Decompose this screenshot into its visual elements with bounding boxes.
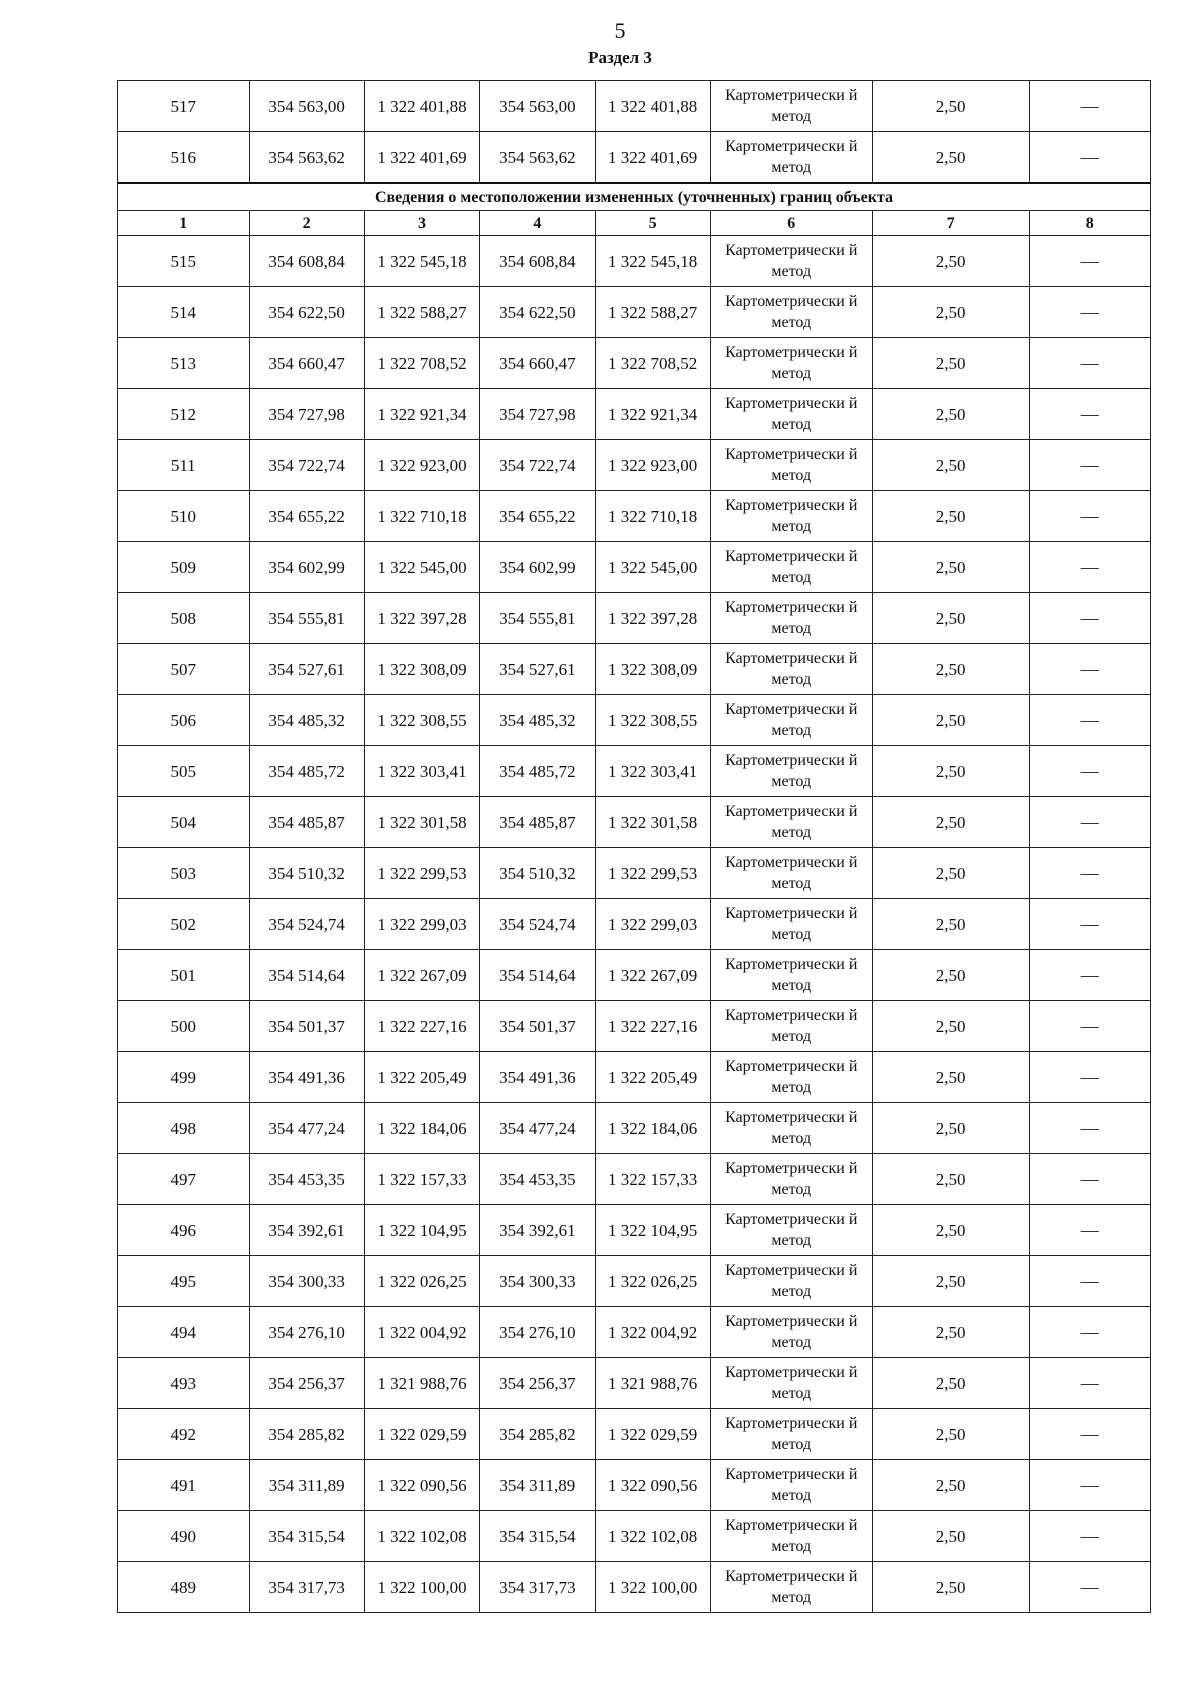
note-cell: — <box>1029 338 1150 389</box>
x-coordinate-refined-cell: 354 256,37 <box>480 1358 595 1409</box>
table-row <box>118 1511 1151 1562</box>
method-cell: Картометрически й метод <box>710 1307 872 1358</box>
column-number-row <box>118 211 1151 236</box>
y-coordinate-refined-cell: 1 322 397,28 <box>595 593 710 644</box>
x-coordinate-refined-cell: 354 524,74 <box>480 899 595 950</box>
column-number: 6 <box>710 211 872 236</box>
point-number-cell: 493 <box>118 1358 250 1409</box>
y-coordinate-refined-cell: 1 322 205,49 <box>595 1052 710 1103</box>
method-cell: Картометрически й метод <box>710 1052 872 1103</box>
y-coordinate-existing-cell: 1 322 708,52 <box>364 338 479 389</box>
y-coordinate-refined-cell: 1 322 029,59 <box>595 1409 710 1460</box>
table-row <box>118 1154 1151 1205</box>
y-coordinate-existing-cell: 1 322 397,28 <box>364 593 479 644</box>
x-coordinate-existing-cell: 354 727,98 <box>249 389 364 440</box>
y-coordinate-existing-cell: 1 322 545,00 <box>364 542 479 593</box>
note-cell: — <box>1029 950 1150 1001</box>
y-coordinate-refined-cell: 1 322 401,69 <box>595 132 710 184</box>
x-coordinate-existing-cell: 354 300,33 <box>249 1256 364 1307</box>
table-row <box>118 1256 1151 1307</box>
y-coordinate-existing-cell: 1 322 104,95 <box>364 1205 479 1256</box>
x-coordinate-refined-cell: 354 485,72 <box>480 746 595 797</box>
y-coordinate-refined-cell: 1 322 184,06 <box>595 1103 710 1154</box>
y-coordinate-existing-cell: 1 322 026,25 <box>364 1256 479 1307</box>
table-row <box>118 899 1151 950</box>
point-number-cell: 489 <box>118 1562 250 1613</box>
subheading-row <box>118 183 1151 211</box>
table-row <box>118 1307 1151 1358</box>
point-number-cell: 494 <box>118 1307 250 1358</box>
y-coordinate-refined-cell: 1 322 090,56 <box>595 1460 710 1511</box>
y-coordinate-refined-cell: 1 322 004,92 <box>595 1307 710 1358</box>
accuracy-cell: 2,50 <box>872 1511 1029 1562</box>
note-cell: — <box>1029 1511 1150 1562</box>
y-coordinate-existing-cell: 1 322 029,59 <box>364 1409 479 1460</box>
y-coordinate-existing-cell: 1 322 303,41 <box>364 746 479 797</box>
table-row <box>118 338 1151 389</box>
note-cell: — <box>1029 542 1150 593</box>
y-coordinate-refined-cell: 1 322 545,18 <box>595 236 710 287</box>
x-coordinate-existing-cell: 354 524,74 <box>249 899 364 950</box>
x-coordinate-refined-cell: 354 563,00 <box>480 81 595 132</box>
x-coordinate-refined-cell: 354 608,84 <box>480 236 595 287</box>
y-coordinate-existing-cell: 1 322 710,18 <box>364 491 479 542</box>
y-coordinate-existing-cell: 1 322 923,00 <box>364 440 479 491</box>
note-cell: — <box>1029 1460 1150 1511</box>
y-coordinate-existing-cell: 1 322 004,92 <box>364 1307 479 1358</box>
y-coordinate-existing-cell: 1 322 184,06 <box>364 1103 479 1154</box>
table-row <box>118 1103 1151 1154</box>
accuracy-cell: 2,50 <box>872 746 1029 797</box>
y-coordinate-refined-cell: 1 321 988,76 <box>595 1358 710 1409</box>
y-coordinate-refined-cell: 1 322 299,53 <box>595 848 710 899</box>
table-row <box>118 81 1151 132</box>
method-cell: Картометрически й метод <box>710 542 872 593</box>
x-coordinate-refined-cell: 354 311,89 <box>480 1460 595 1511</box>
y-coordinate-existing-cell: 1 322 401,69 <box>364 132 479 184</box>
method-cell: Картометрически й метод <box>710 1358 872 1409</box>
accuracy-cell: 2,50 <box>872 899 1029 950</box>
method-cell: Картометрически й метод <box>710 797 872 848</box>
accuracy-cell: 2,50 <box>872 1460 1029 1511</box>
accuracy-cell: 2,50 <box>872 593 1029 644</box>
note-cell: — <box>1029 1154 1150 1205</box>
x-coordinate-existing-cell: 354 563,62 <box>249 132 364 184</box>
table-row <box>118 1562 1151 1613</box>
table-body-main <box>118 236 1151 1613</box>
note-cell: — <box>1029 1001 1150 1052</box>
y-coordinate-refined-cell: 1 322 026,25 <box>595 1256 710 1307</box>
x-coordinate-existing-cell: 354 501,37 <box>249 1001 364 1052</box>
note-cell: — <box>1029 132 1150 184</box>
note-cell: — <box>1029 1358 1150 1409</box>
table-row <box>118 1052 1151 1103</box>
method-cell: Картометрически й метод <box>710 1460 872 1511</box>
y-coordinate-existing-cell: 1 322 308,09 <box>364 644 479 695</box>
y-coordinate-existing-cell: 1 322 102,08 <box>364 1511 479 1562</box>
note-cell: — <box>1029 1052 1150 1103</box>
table-row <box>118 440 1151 491</box>
y-coordinate-refined-cell: 1 322 588,27 <box>595 287 710 338</box>
column-number: 8 <box>1029 211 1150 236</box>
method-cell: Картометрически й метод <box>710 338 872 389</box>
point-number-cell: 513 <box>118 338 250 389</box>
x-coordinate-existing-cell: 354 453,35 <box>249 1154 364 1205</box>
y-coordinate-existing-cell: 1 322 308,55 <box>364 695 479 746</box>
accuracy-cell: 2,50 <box>872 389 1029 440</box>
x-coordinate-refined-cell: 354 285,82 <box>480 1409 595 1460</box>
point-number-cell: 496 <box>118 1205 250 1256</box>
y-coordinate-refined-cell: 1 322 308,09 <box>595 644 710 695</box>
accuracy-cell: 2,50 <box>872 1256 1029 1307</box>
note-cell: — <box>1029 695 1150 746</box>
page-number: 5 <box>614 18 626 43</box>
coordinates-table <box>117 80 1151 1613</box>
method-cell: Картометрически й метод <box>710 440 872 491</box>
x-coordinate-refined-cell: 354 453,35 <box>480 1154 595 1205</box>
y-coordinate-refined-cell: 1 322 102,08 <box>595 1511 710 1562</box>
accuracy-cell: 2,50 <box>872 1154 1029 1205</box>
x-coordinate-existing-cell: 354 655,22 <box>249 491 364 542</box>
table-body-top <box>118 81 1151 184</box>
x-coordinate-refined-cell: 354 392,61 <box>480 1205 595 1256</box>
x-coordinate-existing-cell: 354 485,32 <box>249 695 364 746</box>
table-row <box>118 491 1151 542</box>
point-number-cell: 509 <box>118 542 250 593</box>
point-number-cell: 515 <box>118 236 250 287</box>
note-cell: — <box>1029 848 1150 899</box>
y-coordinate-refined-cell: 1 322 545,00 <box>595 542 710 593</box>
accuracy-cell: 2,50 <box>872 1409 1029 1460</box>
method-cell: Картометрически й метод <box>710 389 872 440</box>
table-row <box>118 1001 1151 1052</box>
method-cell: Картометрически й метод <box>710 899 872 950</box>
x-coordinate-existing-cell: 354 392,61 <box>249 1205 364 1256</box>
method-cell: Картометрически й метод <box>710 644 872 695</box>
method-cell: Картометрически й метод <box>710 1154 872 1205</box>
method-cell: Картометрически й метод <box>710 950 872 1001</box>
y-coordinate-existing-cell: 1 322 090,56 <box>364 1460 479 1511</box>
accuracy-cell: 2,50 <box>872 797 1029 848</box>
method-cell: Картометрически й метод <box>710 1256 872 1307</box>
y-coordinate-refined-cell: 1 322 301,58 <box>595 797 710 848</box>
y-coordinate-refined-cell: 1 322 923,00 <box>595 440 710 491</box>
y-coordinate-existing-cell: 1 322 100,00 <box>364 1562 479 1613</box>
method-cell: Картометрически й метод <box>710 81 872 132</box>
x-coordinate-refined-cell: 354 485,32 <box>480 695 595 746</box>
y-coordinate-existing-cell: 1 321 988,76 <box>364 1358 479 1409</box>
x-coordinate-existing-cell: 354 602,99 <box>249 542 364 593</box>
x-coordinate-refined-cell: 354 555,81 <box>480 593 595 644</box>
x-coordinate-existing-cell: 354 276,10 <box>249 1307 364 1358</box>
column-number: 2 <box>249 211 364 236</box>
accuracy-cell: 2,50 <box>872 1103 1029 1154</box>
point-number-cell: 502 <box>118 899 250 950</box>
method-cell: Картометрически й метод <box>710 1409 872 1460</box>
table-row <box>118 746 1151 797</box>
x-coordinate-refined-cell: 354 276,10 <box>480 1307 595 1358</box>
x-coordinate-refined-cell: 354 722,74 <box>480 440 595 491</box>
point-number-cell: 501 <box>118 950 250 1001</box>
note-cell: — <box>1029 81 1150 132</box>
table-row <box>118 1205 1151 1256</box>
table-row <box>118 848 1151 899</box>
accuracy-cell: 2,50 <box>872 440 1029 491</box>
method-cell: Картометрически й метод <box>710 491 872 542</box>
y-coordinate-existing-cell: 1 322 588,27 <box>364 287 479 338</box>
y-coordinate-existing-cell: 1 322 401,88 <box>364 81 479 132</box>
accuracy-cell: 2,50 <box>872 1001 1029 1052</box>
y-coordinate-refined-cell: 1 322 157,33 <box>595 1154 710 1205</box>
table-subheader <box>118 183 1151 236</box>
y-coordinate-existing-cell: 1 322 545,18 <box>364 236 479 287</box>
note-cell: — <box>1029 287 1150 338</box>
table-row <box>118 1460 1151 1511</box>
accuracy-cell: 2,50 <box>872 542 1029 593</box>
note-cell: — <box>1029 1307 1150 1358</box>
table-row <box>118 236 1151 287</box>
accuracy-cell: 2,50 <box>872 695 1029 746</box>
y-coordinate-existing-cell: 1 322 299,53 <box>364 848 479 899</box>
note-cell: — <box>1029 899 1150 950</box>
y-coordinate-refined-cell: 1 322 100,00 <box>595 1562 710 1613</box>
note-cell: — <box>1029 440 1150 491</box>
point-number-cell: 503 <box>118 848 250 899</box>
y-coordinate-refined-cell: 1 322 104,95 <box>595 1205 710 1256</box>
x-coordinate-existing-cell: 354 660,47 <box>249 338 364 389</box>
note-cell: — <box>1029 746 1150 797</box>
note-cell: — <box>1029 491 1150 542</box>
accuracy-cell: 2,50 <box>872 644 1029 695</box>
y-coordinate-refined-cell: 1 322 710,18 <box>595 491 710 542</box>
y-coordinate-refined-cell: 1 322 303,41 <box>595 746 710 797</box>
x-coordinate-refined-cell: 354 491,36 <box>480 1052 595 1103</box>
accuracy-cell: 2,50 <box>872 491 1029 542</box>
method-cell: Картометрически й метод <box>710 287 872 338</box>
accuracy-cell: 2,50 <box>872 848 1029 899</box>
y-coordinate-existing-cell: 1 322 299,03 <box>364 899 479 950</box>
table-row <box>118 1409 1151 1460</box>
note-cell: — <box>1029 1256 1150 1307</box>
x-coordinate-existing-cell: 354 622,50 <box>249 287 364 338</box>
x-coordinate-existing-cell: 354 315,54 <box>249 1511 364 1562</box>
accuracy-cell: 2,50 <box>872 1562 1029 1613</box>
x-coordinate-refined-cell: 354 527,61 <box>480 644 595 695</box>
x-coordinate-existing-cell: 354 555,81 <box>249 593 364 644</box>
x-coordinate-existing-cell: 354 311,89 <box>249 1460 364 1511</box>
table-row <box>118 644 1151 695</box>
method-cell: Картометрически й метод <box>710 593 872 644</box>
y-coordinate-existing-cell: 1 322 267,09 <box>364 950 479 1001</box>
note-cell: — <box>1029 1562 1150 1613</box>
x-coordinate-existing-cell: 354 527,61 <box>249 644 364 695</box>
accuracy-cell: 2,50 <box>872 236 1029 287</box>
x-coordinate-existing-cell: 354 608,84 <box>249 236 364 287</box>
x-coordinate-existing-cell: 354 510,32 <box>249 848 364 899</box>
x-coordinate-refined-cell: 354 727,98 <box>480 389 595 440</box>
table-row <box>118 287 1151 338</box>
point-number-cell: 491 <box>118 1460 250 1511</box>
x-coordinate-refined-cell: 354 315,54 <box>480 1511 595 1562</box>
method-cell: Картометрически й метод <box>710 848 872 899</box>
column-number: 4 <box>480 211 595 236</box>
method-cell: Картометрически й метод <box>710 1562 872 1613</box>
x-coordinate-refined-cell: 354 317,73 <box>480 1562 595 1613</box>
column-number: 1 <box>118 211 250 236</box>
x-coordinate-existing-cell: 354 722,74 <box>249 440 364 491</box>
x-coordinate-existing-cell: 354 317,73 <box>249 1562 364 1613</box>
point-number-cell: 517 <box>118 81 250 132</box>
y-coordinate-existing-cell: 1 322 227,16 <box>364 1001 479 1052</box>
x-coordinate-refined-cell: 354 485,87 <box>480 797 595 848</box>
x-coordinate-existing-cell: 354 256,37 <box>249 1358 364 1409</box>
note-cell: — <box>1029 236 1150 287</box>
point-number-cell: 507 <box>118 644 250 695</box>
x-coordinate-refined-cell: 354 563,62 <box>480 132 595 184</box>
note-cell: — <box>1029 593 1150 644</box>
method-cell: Картометрически й метод <box>710 1001 872 1052</box>
y-coordinate-refined-cell: 1 322 308,55 <box>595 695 710 746</box>
point-number-cell: 497 <box>118 1154 250 1205</box>
y-coordinate-existing-cell: 1 322 157,33 <box>364 1154 479 1205</box>
accuracy-cell: 2,50 <box>872 950 1029 1001</box>
method-cell: Картометрически й метод <box>710 695 872 746</box>
note-cell: — <box>1029 644 1150 695</box>
accuracy-cell: 2,50 <box>872 1358 1029 1409</box>
point-number-cell: 500 <box>118 1001 250 1052</box>
x-coordinate-existing-cell: 354 477,24 <box>249 1103 364 1154</box>
point-number-cell: 499 <box>118 1052 250 1103</box>
point-number-cell: 508 <box>118 593 250 644</box>
x-coordinate-existing-cell: 354 491,36 <box>249 1052 364 1103</box>
table-row <box>118 593 1151 644</box>
accuracy-cell: 2,50 <box>872 287 1029 338</box>
x-coordinate-refined-cell: 354 622,50 <box>480 287 595 338</box>
x-coordinate-refined-cell: 354 514,64 <box>480 950 595 1001</box>
point-number-cell: 514 <box>118 287 250 338</box>
x-coordinate-existing-cell: 354 485,87 <box>249 797 364 848</box>
y-coordinate-refined-cell: 1 322 401,88 <box>595 81 710 132</box>
method-cell: Картометрически й метод <box>710 1205 872 1256</box>
table-row <box>118 1358 1151 1409</box>
x-coordinate-refined-cell: 354 300,33 <box>480 1256 595 1307</box>
x-coordinate-refined-cell: 354 655,22 <box>480 491 595 542</box>
y-coordinate-refined-cell: 1 322 921,34 <box>595 389 710 440</box>
column-number: 3 <box>364 211 479 236</box>
point-number-cell: 512 <box>118 389 250 440</box>
method-cell: Картометрически й метод <box>710 746 872 797</box>
accuracy-cell: 2,50 <box>872 81 1029 132</box>
x-coordinate-refined-cell: 354 477,24 <box>480 1103 595 1154</box>
y-coordinate-existing-cell: 1 322 301,58 <box>364 797 479 848</box>
method-cell: Картометрически й метод <box>710 236 872 287</box>
point-number-cell: 490 <box>118 1511 250 1562</box>
point-number-cell: 506 <box>118 695 250 746</box>
column-number: 7 <box>872 211 1029 236</box>
method-cell: Картометрически й метод <box>710 1511 872 1562</box>
point-number-cell: 492 <box>118 1409 250 1460</box>
column-number: 5 <box>595 211 710 236</box>
accuracy-cell: 2,50 <box>872 338 1029 389</box>
x-coordinate-existing-cell: 354 285,82 <box>249 1409 364 1460</box>
x-coordinate-refined-cell: 354 660,47 <box>480 338 595 389</box>
y-coordinate-existing-cell: 1 322 921,34 <box>364 389 479 440</box>
point-number-cell: 495 <box>118 1256 250 1307</box>
table-row <box>118 389 1151 440</box>
y-coordinate-refined-cell: 1 322 267,09 <box>595 950 710 1001</box>
y-coordinate-refined-cell: 1 322 227,16 <box>595 1001 710 1052</box>
point-number-cell: 505 <box>118 746 250 797</box>
method-cell: Картометрически й метод <box>710 1103 872 1154</box>
note-cell: — <box>1029 797 1150 848</box>
x-coordinate-existing-cell: 354 563,00 <box>249 81 364 132</box>
note-cell: — <box>1029 389 1150 440</box>
accuracy-cell: 2,50 <box>872 1052 1029 1103</box>
accuracy-cell: 2,50 <box>872 1307 1029 1358</box>
x-coordinate-refined-cell: 354 602,99 <box>480 542 595 593</box>
point-number-cell: 504 <box>118 797 250 848</box>
point-number-cell: 498 <box>118 1103 250 1154</box>
x-coordinate-existing-cell: 354 514,64 <box>249 950 364 1001</box>
y-coordinate-refined-cell: 1 322 708,52 <box>595 338 710 389</box>
table-row <box>118 695 1151 746</box>
y-coordinate-existing-cell: 1 322 205,49 <box>364 1052 479 1103</box>
note-cell: — <box>1029 1409 1150 1460</box>
section-title: Раздел 3 <box>588 48 652 67</box>
x-coordinate-refined-cell: 354 501,37 <box>480 1001 595 1052</box>
note-cell: — <box>1029 1205 1150 1256</box>
accuracy-cell: 2,50 <box>872 1205 1029 1256</box>
y-coordinate-refined-cell: 1 322 299,03 <box>595 899 710 950</box>
table-row <box>118 797 1151 848</box>
method-cell: Картометрически й метод <box>710 132 872 184</box>
accuracy-cell: 2,50 <box>872 132 1029 184</box>
point-number-cell: 510 <box>118 491 250 542</box>
table-row <box>118 950 1151 1001</box>
table-row <box>118 542 1151 593</box>
point-number-cell: 511 <box>118 440 250 491</box>
x-coordinate-refined-cell: 354 510,32 <box>480 848 595 899</box>
point-number-cell: 516 <box>118 132 250 184</box>
table-row <box>118 132 1151 184</box>
subheading: Сведения о местоположении измененных (уточненных) границ объекта <box>118 183 1151 211</box>
note-cell: — <box>1029 1103 1150 1154</box>
x-coordinate-existing-cell: 354 485,72 <box>249 746 364 797</box>
